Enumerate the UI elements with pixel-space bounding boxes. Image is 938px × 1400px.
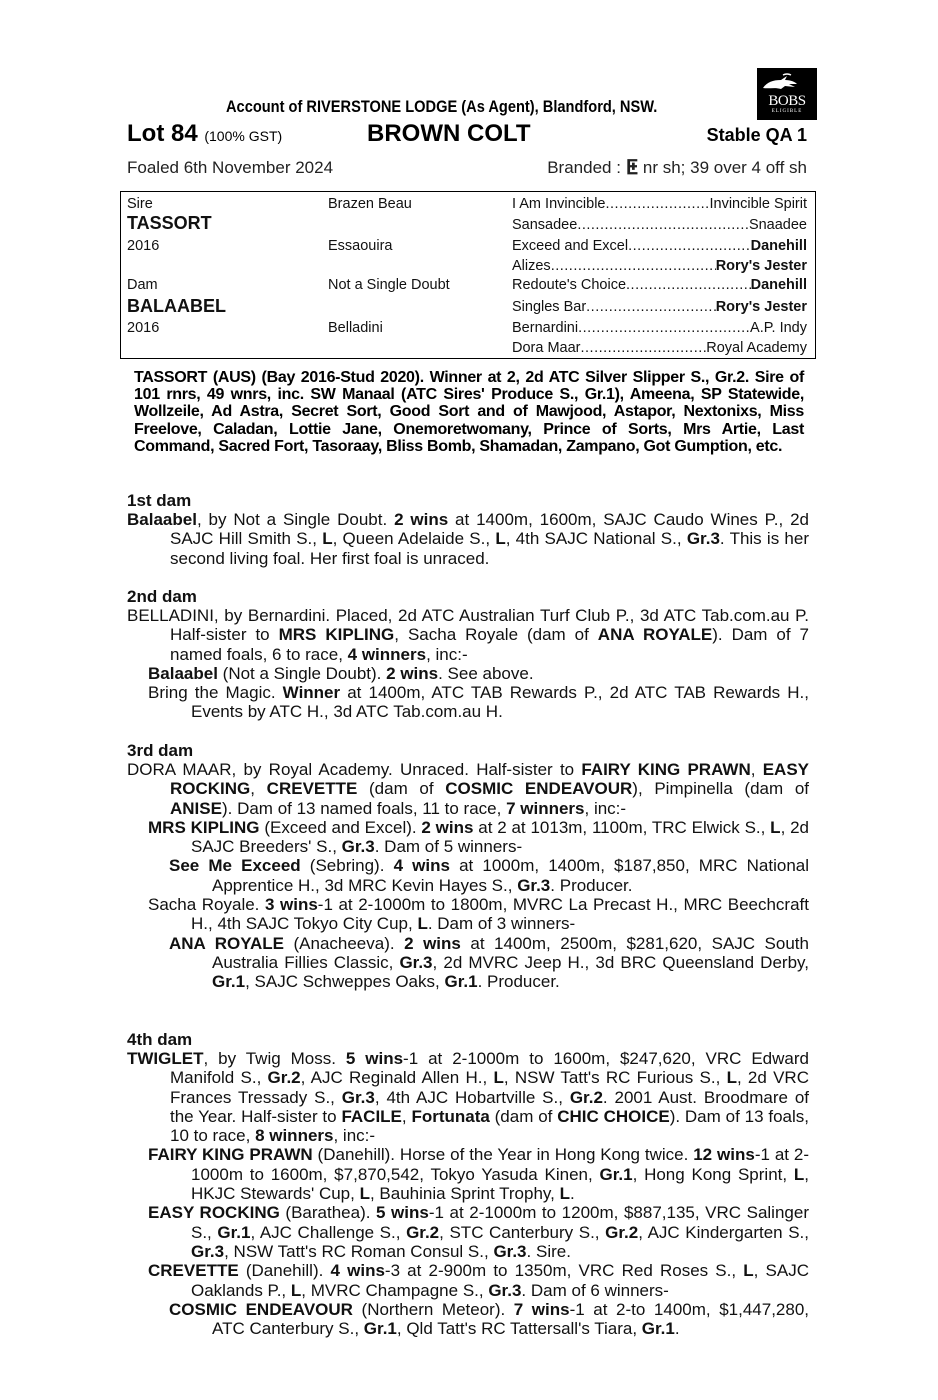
section-heading: 1st dam xyxy=(127,491,192,510)
dam-paragraph: DORA MAAR, by Royal Academy. Unraced. Half-sister to FAIRY KING PRAWN, EASY ROCKING, CREVETTE (dam of COSMIC ENDEAVOUR), Pimpinella (dam of ANISE). Dam of 13 named foals, 11 to race, 7 winners, inc:- xyxy=(127,760,809,818)
dam-label: Dam xyxy=(127,277,158,293)
leader-dots xyxy=(626,277,751,293)
gp-left: Exceed and Excel xyxy=(512,238,629,254)
third-dam-section xyxy=(127,741,809,992)
leader-dots xyxy=(577,217,749,233)
lot-label: Lot 84 xyxy=(127,120,198,147)
logo-eligible-text: ELIGIBLE xyxy=(771,109,803,114)
gst-note: (100% GST) xyxy=(204,128,283,144)
brand-text: nr sh; 39 over 4 off sh xyxy=(642,158,807,177)
grandparent-row xyxy=(512,238,807,254)
gp-right: Danehill xyxy=(750,277,807,293)
bobs-eligible-logo xyxy=(757,68,817,120)
progeny-entry: FAIRY KING PRAWN (Danehill). Horse of the Year in Hong Kong twice. 12 wins-1 at 2-1000m to 1600m, $7,870,542, Tokyo Yasuda Kinen, Gr.1, Hong Kong Sprint, L, HKJC Stewards' Cup, L, Bauhinia Sprint Trophy, L. xyxy=(148,1145,809,1204)
gp-left: Alizes xyxy=(512,258,551,274)
progeny-entry: CREVETTE (Danehill). 4 wins-3 at 2-900m to 1350m, VRC Red Roses S., L, SAJC Oaklands P., L, MVRC Champagne S., Gr.3. Dam of 6 winners- xyxy=(148,1261,809,1300)
gp-left: Dora Maar xyxy=(512,340,581,356)
second-dam-section xyxy=(127,587,809,722)
progeny-entry: EASY ROCKING (Barathea). 5 wins-1 at 2-1000m to 1200m, $887,135, VRC Salinger S., Gr.1, AJC Challenge S., Gr.2, STC Canterbury S., Gr.2, AJC Kindergarten S., Gr.3, NSW Tatt's RC Roman Consul S., Gr.3. Sire. xyxy=(148,1203,809,1261)
brand-description xyxy=(547,155,807,180)
gp-left: Singles Bar xyxy=(512,299,587,315)
gp-right: Rory's Jester xyxy=(715,299,807,315)
dam-paragraph: BELLADINI, by Bernardini. Placed, 2d ATC Australian Turf Club P., 3d ATC Tab.com.au P. Half-sister to MRS KIPLING, Sacha Royale (dam of ANA ROYALE). Dam of 7 named foals, 6 to race, 4 winners, inc:- xyxy=(127,606,809,664)
grandparent-row xyxy=(512,196,807,212)
progeny-entry: Bring the Magic. Winner at 1400m, ATC TAB Rewards P., 2d ATC TAB Rewards H., Events by ATC H., 3d ATC Tab.com.au H. xyxy=(148,683,809,722)
gp-right: Snaadee xyxy=(748,217,807,233)
grandparent-row xyxy=(512,217,807,233)
dam-dam: Belladini xyxy=(328,320,383,336)
sire-label: Sire xyxy=(127,196,153,212)
gp-right: Rory's Jester xyxy=(715,258,807,274)
dam-paragraph: TWIGLET, by Twig Moss. 5 wins-1 at 2-1000m to 1600m, $247,620, VRC Edward Manifold S., Gr.2, AJC Reginald Allen H., L, NSW Tatt's RC Furious S., L, 2d VRC Frances Tressady S., Gr.3, 4th AJC Hobartville S., Gr.2. 2001 Aust. Broodmare of the Year. Half-sister to FACILE, Fortunata (dam of CHIC CHOICE). Dam of 13 foals, 10 to race, 8 winners, inc:- xyxy=(127,1049,809,1146)
grandparent-row xyxy=(512,340,807,356)
grandparent-row xyxy=(512,320,807,336)
grandparent-row xyxy=(512,299,807,315)
leader-dots xyxy=(581,340,707,356)
gp-left: Redoute's Choice xyxy=(512,277,627,293)
progeny-entry: Balaabel (Not a Single Doubt). 2 wins. See above. xyxy=(148,663,534,683)
leader-dots xyxy=(551,258,716,274)
logo-bobs-text: BOBS xyxy=(768,93,806,109)
progeny-entry: See Me Exceed (Sebring). 4 wins at 1000m, 1400m, $187,850, MRC National Apprentice H., 3d MRC Kevin Hayes S., Gr.3. Producer. xyxy=(169,856,810,895)
gp-right: Royal Academy xyxy=(706,340,807,356)
section-heading: 4th dam xyxy=(127,1030,193,1049)
sire-dam: Essaouira xyxy=(328,238,393,254)
leader-dots xyxy=(606,196,710,212)
section-heading: 3rd dam xyxy=(127,741,194,760)
gp-right: Invincible Spirit xyxy=(709,196,807,212)
gp-left: I Am Invincible xyxy=(512,196,606,212)
gp-left: Bernardini xyxy=(512,320,579,336)
gp-right: Danehill xyxy=(750,238,807,254)
sire-year: 2016 xyxy=(127,238,160,254)
vendor-account: Account of RIVERSTONE LODGE (As Agent), Blandford, NSW. xyxy=(226,97,658,116)
sire-summary: TASSORT (AUS) (Bay 2016-Stud 2020). Winner at 2, 2d ATC Silver Slipper S., Gr.2. Sire of 101 rnrs, 49 wnrs, inc. SW Manaal (ATC Sires' Produce S., Gr.1), Ameena, SP Statewide, Wollzeile, Ad Astra, Secret Sort, Good Sort and of Mawjood, Astapor, Nextonixs, Miss Freelove, Caladan, Lottie Jane, Onemoretwomany, Prince of Sorts, Mrs Artie, Last Command, Sacred Fort, Tasoraay, Bliss Bomb, Shamadan, Zampano, Got Gumption, etc. xyxy=(134,369,804,455)
progeny-entry: MRS KIPLING (Exceed and Excel). 2 wins at 2 at 1013m, 1100m, TRC Elwick S., L, 2d SAJC Breeders' S., Gr.3. Dam of 5 winners- xyxy=(148,817,809,857)
section-heading: 2nd dam xyxy=(127,587,197,606)
dam-sire: Not a Single Doubt xyxy=(328,277,450,293)
dam-name: BALAABEL xyxy=(127,296,226,316)
lot-header-row xyxy=(127,120,807,150)
fourth-dam-section xyxy=(127,1030,809,1338)
progeny-entry: ANA ROYALE (Anacheeva). 2 wins at 1400m, 2500m, $281,620, SAJC South Australia Fillies Classic, Gr.3, 2d MVRC Jeep H., 3d BRC Queensland Derby, Gr.1, SAJC Schweppes Oaks, Gr.1. Producer. xyxy=(169,933,809,992)
first-dam-section xyxy=(127,491,809,568)
dam-year: 2016 xyxy=(127,320,160,336)
lot-number xyxy=(127,120,282,148)
brand-mark-icon: ⵟ xyxy=(625,157,639,179)
dam-paragraph: Balaabel, by Not a Single Doubt. 2 wins at 1400m, 1600m, SAJC Caudo Wines P., 2d SAJC Hill Smith S., L, Queen Adelaide S., L, 4th SAJC National S., Gr.3. This is her second living foal. Her first foal is unraced. xyxy=(127,510,809,568)
leader-dots xyxy=(628,238,751,254)
horse-title: BROWN COLT xyxy=(367,120,531,147)
leader-dots xyxy=(578,320,750,336)
grandparent-row xyxy=(512,258,807,274)
sire-name: TASSORT xyxy=(127,213,212,233)
grandparent-row xyxy=(512,277,807,293)
foaled-date: Foaled 6th November 2024 xyxy=(127,158,334,177)
stable-location: Stable QA 1 xyxy=(706,125,807,145)
sire-sire: Brazen Beau xyxy=(328,196,412,212)
pedigree-table xyxy=(120,191,816,359)
leader-dots xyxy=(586,299,716,315)
horse-head-icon xyxy=(757,72,801,94)
gp-left: Sansadee xyxy=(512,217,578,233)
branded-label: Branded : xyxy=(547,158,621,177)
gp-right: A.P. Indy xyxy=(750,320,807,336)
progeny-entry: COSMIC ENDEAVOUR (Northern Meteor). 7 wins-1 at 2-to 1400m, $1,447,280, ATC Canterbury S., Gr.1, Qld Tatt's RC Tattersall's Tiara, Gr.1. xyxy=(169,1299,810,1339)
progeny-entry: Sacha Royale. 3 wins-1 at 2-1000m to 1800m, MVRC La Precast H., MRC Beechcraft H., 4th SAJC Tokyo City Cup, L. Dam of 3 winners- xyxy=(148,895,809,934)
